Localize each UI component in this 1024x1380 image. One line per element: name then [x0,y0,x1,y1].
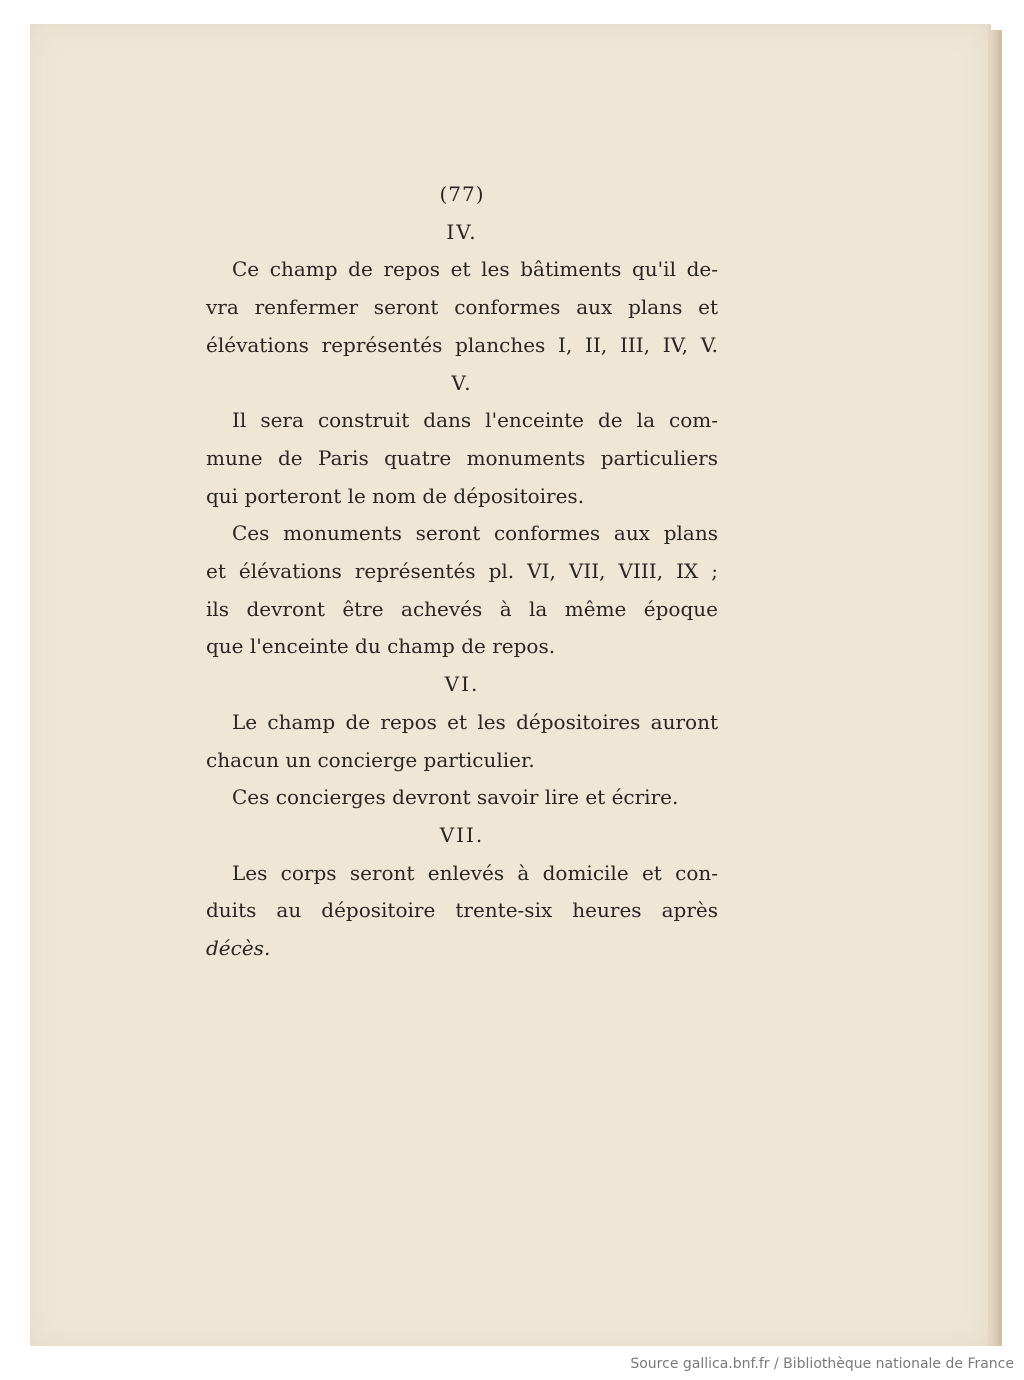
article-vi-paragraph-1 [206,704,718,779]
text-line: et élévations représentés pl. VI, VII, VIII, IX ; [206,559,718,584]
article-heading-vii: VII. [439,822,485,847]
text-line: chacun un concierge particulier. [206,747,535,772]
page-number: (77) [439,182,485,206]
text-line: Ces monuments seront conformes aux plans [232,521,718,546]
text-line: Le champ de repos et les dépositoires auront [232,709,718,734]
article-vi-paragraph-2 [206,779,718,817]
text-line: vra renfermer seront conformes aux plans et [206,295,718,320]
text-line: Ces concierges devront savoir lire et écrire. [232,785,679,810]
text-line: Les corps seront enlevés à domicile et con- [232,860,718,885]
article-heading-v: V. [451,370,473,395]
source-credit: Source gallica.bnf.fr / Bibliothèque nationale de France [630,1356,1014,1372]
text-line: qui porteront le nom de dépositoires. [206,483,585,508]
article-iv-paragraph [206,251,718,364]
article-heading-vi: VI. [444,672,480,697]
text-line: ils devront être achevés à la même époque [206,596,718,621]
article-v-paragraph-1 [206,402,718,515]
text-line: que l'enceinte du champ de repos. [206,634,556,659]
text-line: duits au dépositoire trente-six heures après [206,898,718,923]
text-block [206,176,718,968]
article-v-paragraph-2 [206,515,718,666]
text-line: décès. [206,936,271,961]
text-line: élévations représentés planches I, II, III, IV, V. [206,332,718,357]
article-vii-paragraph [206,855,718,968]
text-line: Il sera construit dans l'enceinte de la com- [232,408,718,433]
text-line: mune de Paris quatre monuments particuliers [206,445,718,470]
text-line: Ce champ de repos et les bâtiments qu'il de- [232,257,718,282]
article-heading-iv: IV. [446,219,478,244]
